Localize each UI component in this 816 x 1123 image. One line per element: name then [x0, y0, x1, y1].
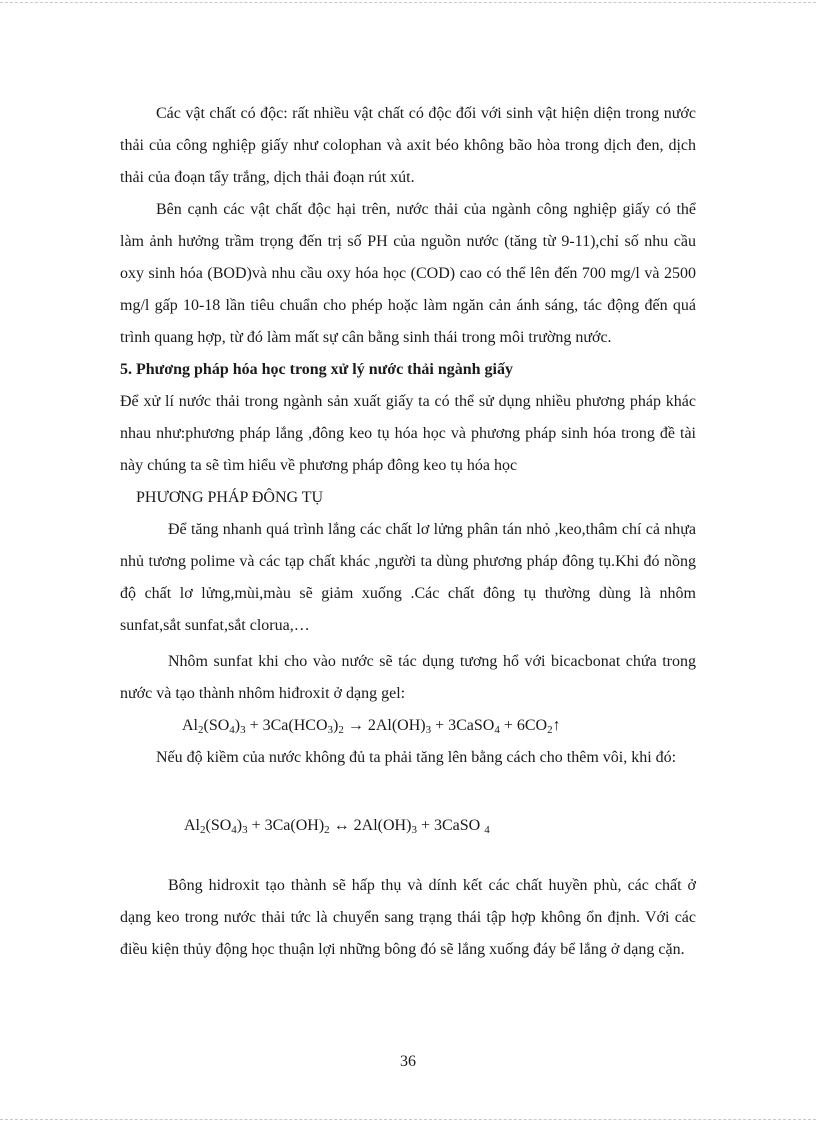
paragraph-aluminum-sulfate: Nhôm sunfat khi cho vào nước sẽ tác dụng tương hổ với bicacbonat chứa trong nước và tạo thành nhôm hiđroxit ở dạng gel:	[120, 653, 696, 702]
page-top-border	[0, 2, 816, 3]
paragraph-ph-bod-cod: Bên cạnh các vật chất độc hại trên, nước thải của ngành công nghiệp giấy có thể làm ảnh hưởng trầm trọng đến trị số PH của nguồn nước (tăng từ 9-11),chỉ số nhu cầu oxy sinh hóa (BOD)và nhu cầu oxy hóa học (COD) cao có thể lên đến 700 mg/l và 2500 mg/l gấp 10-18 lần tiêu chuẩn cho phép hoặc làm ngăn cản ánh sáng, tác động đến quá trình quang hợp, từ đó làm mất sự cân bằng sinh thái trong môi trường nước.	[120, 201, 696, 346]
page-bottom-border	[0, 1119, 816, 1120]
paragraph-hydroxide-flocs: Bông hidroxit tạo thành sẽ hấp thụ và dính kết các chất huyền phù, các chất ở dạng keo trong nước thải tức là chuyển sang trạng thái tập hợp không ổn định. Với các điều kiện thủy động học thuận lợi những bông đó sẽ lắng xuống đáy bể lắng ở dạng cặn.	[120, 877, 696, 958]
up-arrow-icon: ↑	[552, 717, 561, 734]
page-content	[120, 98, 696, 966]
subheading-coagulation: PHƯƠNG PHÁP ĐÔNG TỤ	[136, 489, 324, 506]
paragraph-coagulation: Để tăng nhanh quá trình lắng các chất lơ lửng phân tán nhỏ ,keo,thâm chí cả nhựa nhủ tương polime và các tạp chất khác ,người ta dùng phương pháp đông tụ.Khi đó nồng độ chất lơ lửng,mùi,màu sẽ giảm xuống .Các chất đông tụ thường dùng là nhôm sunfat,sắt sunfat,sắt clorua,…	[120, 521, 696, 634]
paragraph-methods: Để xử lí nước thải trong ngành sản xuất giấy ta có thể sử dụng nhiều phương pháp khác nhau như:phương pháp lắng ,đông keo tụ hóa học và phương pháp sinh hóa trong đề tài này chúng ta sẽ tìm hiểu về phương pháp đông keo tụ hóa học	[120, 393, 696, 474]
paragraph-toxic-substances: Các vật chất có độc: rất nhiều vật chất có độc đối với sinh vật hiện diện trong nước thải của công nghiệp giấy như colophan và axit béo không bão hòa trong dịch đen, dịch thải của đoạn tẩy trắng, dịch thải đoạn rút xút.	[120, 105, 696, 186]
page-number: 36	[400, 1053, 416, 1070]
equation-aluminum-bicarbonate: $Al_2(SO_4)_3 + 3Ca(HCO_3)_2 \to 2Al(OH)_3$ + 3CaSO$_4$ + $6CO_2↑$	[182, 717, 561, 736]
paragraph-alkalinity: Nếu độ kiềm của nước không đủ ta phải tăng lên bằng cách cho thêm vôi, khi đó:	[156, 749, 677, 766]
section-heading: 5. Phương pháp hóa học trong xử lý nước thải ngành giấy	[120, 361, 513, 378]
equation-aluminum-lime: $Al_2(SO_4)_3 + 3Ca(OH)_2$ ↔ $2Al(OH)_3$ + 3CaSO $_4$	[184, 817, 490, 836]
